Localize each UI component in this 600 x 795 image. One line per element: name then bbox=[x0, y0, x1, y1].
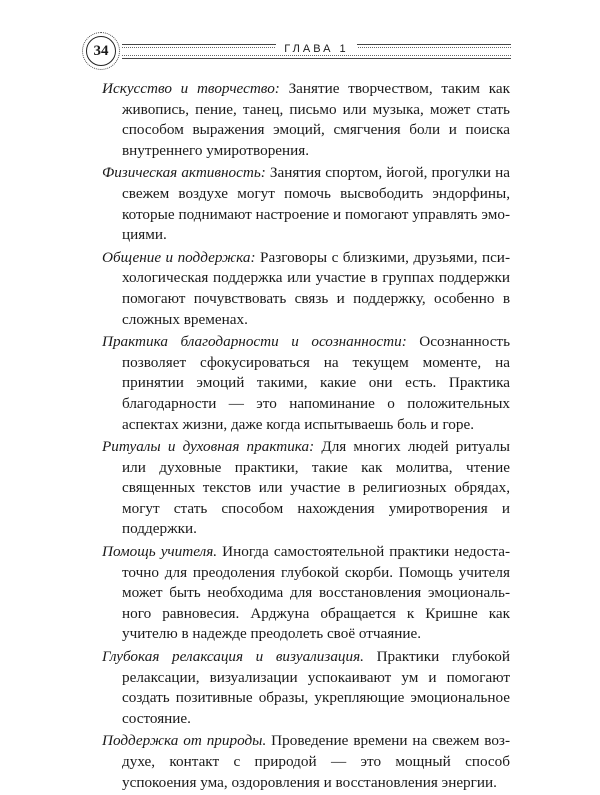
header-rule-dotted bbox=[122, 55, 511, 56]
item-text: Разговоры с близкими, друзьями, психологическая поддержка или участие в группах поддержки помогают почувствовать связь и поддержку, особенно в сложных временах. bbox=[122, 248, 511, 328]
item-term: Практика благодарности и осознанности: bbox=[102, 333, 407, 351]
list-item bbox=[102, 332, 510, 435]
list-item bbox=[102, 163, 510, 245]
item-text: Для многих людей ритуалы или духовные практики, такие как молитва, чтение священных текстов или участие в религиозных обрядах, могут стать способом нахождения умиротворения и поддержки. bbox=[122, 438, 510, 538]
item-term: Помощь учителя. bbox=[102, 543, 218, 561]
item-term: Глубокая релаксация и визуализация. bbox=[102, 648, 364, 666]
page-number: 34 bbox=[86, 36, 116, 66]
item-term: Ритуалы и духовная практика: bbox=[102, 438, 315, 456]
list-item bbox=[102, 647, 510, 729]
list-item bbox=[102, 248, 510, 330]
list-item bbox=[102, 79, 510, 161]
item-text: Иногда самостоятельной практики недостаточно для преодоления глубокой скорби. Помощь учителя может быть необходима для восстановления эмоционального равновесия. Арджуна обращается к Кришне как учителю в надежде преодолеть своё отчаяние. bbox=[122, 543, 510, 643]
header-rule bbox=[122, 58, 511, 59]
chapter-label: ГЛАВА 1 bbox=[276, 43, 356, 55]
chapter-title bbox=[122, 42, 511, 54]
item-term: Поддержка от природы. bbox=[102, 732, 267, 750]
page-body bbox=[102, 79, 510, 795]
item-text: Практики глубокой релаксации, визуализации успокаивают ум и помогают создать позитивные образы, укрепляющие эмоциональное состояние. bbox=[122, 648, 510, 727]
item-text: Осознанность позволяет сфокусироваться на текущем моменте, на принятии эмоций такими, какие они есть. Практика благодарности — это напоминание о положительных аспектах жизни, даже когда испытываешь боль и горе. bbox=[122, 333, 510, 433]
item-text: Занятие творчеством, таким как живопись, пение, танец, письмо или музыка, может стать способом выражения эмоций, смягчения боли и поиска внутреннего умиротворения. bbox=[122, 80, 510, 159]
list-item bbox=[102, 731, 510, 793]
item-term: Искусство и творчество: bbox=[102, 80, 280, 97]
item-term: Общение и поддержка: bbox=[102, 248, 256, 266]
item-text: Проведение времени на свежем воздухе, контакт с природой — это мощный способ успокоения ума, оздоровления и восстановления энергии. bbox=[122, 732, 510, 791]
list-item bbox=[102, 437, 510, 540]
running-header bbox=[86, 36, 511, 66]
item-term: Физическая активность: bbox=[102, 164, 266, 182]
list-item bbox=[102, 542, 510, 645]
item-text: Занятия спортом, йогой, прогулки на свежем воздухе могут помочь высвободить эндорфины, которые поднимают настроение и помогают управлять эмоциями. bbox=[122, 164, 510, 244]
